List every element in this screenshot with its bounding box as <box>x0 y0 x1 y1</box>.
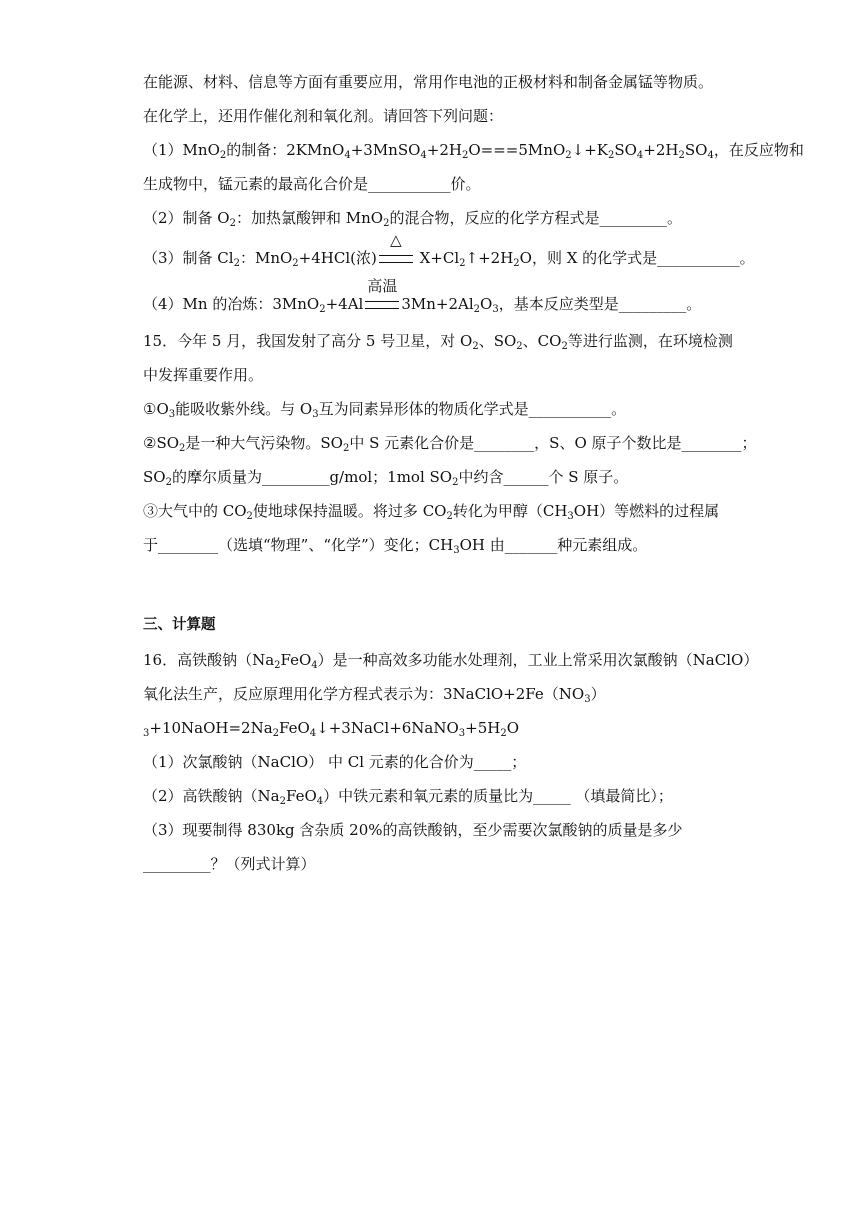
q14-part2: （2）制备 $O_2$：加热氯酸钾和 MnO$_2$的混合物，反应的化学方程式是_________。 <box>143 209 682 229</box>
q16-line1: 16．高铁酸钠$(Na_2FeO_4)$是一种高效多功能水处理剂，工业上常采用次氯酸钠（NaClO） <box>143 651 759 671</box>
q14-part4: （4）Mn 的冶炼：3MnO$_2$+4Al 高温 $3Mn+2Al_2O_3$，基本反应类型是_________。 <box>143 277 702 315</box>
q14-part1-line1: （1）MnO$_2$的制备：$2KMnO_4+3MnSO_4+2H_2O===5MnO_2↓+K_2SO_4+2H_2SO_4$，在反应物和 <box>143 141 804 161</box>
section-title: 三、计算题 <box>143 617 216 633</box>
q15-line7: 于________（选填“物理”、“化学”）变化；$CH_3OH$ 由_______种元素组成。 <box>143 536 648 556</box>
q15-line3: $①O_3$能吸收紫外线。与 $O_3$互为同素异形体的物质化学式是___________。 <box>143 400 627 420</box>
q14-part3: （3）制备 $Cl_2$：MnO$_2$+4HCl(浓) △ $X+Cl_2↑+2H_2O$，则 X 的化学式是___________。 <box>143 231 755 269</box>
q15-line5: $SO_2$的摩尔质量为_________g/mol；1mol $SO_2$中约含______个 S 原子。 <box>143 468 629 488</box>
q16-part2: （2）高铁酸钠$(Na_2FeO_4)$中铁元素和氧元素的质量比为_____ （填最简比）； <box>143 787 673 807</box>
q16-part3-line2: _________？（列式计算） <box>143 855 316 873</box>
q14-part1-line2: 生成物中，锰元素的最高化合价是___________价。 <box>143 175 481 193</box>
q16-line3: $_3+10NaOH=2Na_2FeO_4↓+3NaCl+6NaNO_3+5H_2O$ <box>143 719 520 739</box>
q15-line2: 中发挥重要作用。 <box>143 366 264 384</box>
intro-line-2: 在化学上，还用作催化剂和氧化剂。请回答下列问题： <box>143 107 504 125</box>
q15-line6: ③大气中的 $CO_2$使地球保持温暖。将过多 $CO_2$转化为甲醇$(CH_3OH)$等燃料的过程属 <box>143 502 720 522</box>
intro-line-1: 在能源、材料、信息等方面有重要应用，常用作电池的正极材料和制备金属锰等物质。 <box>143 73 714 91</box>
heat-condition: △ <box>377 248 415 268</box>
high-temp-condition: 高温 <box>363 294 401 314</box>
q16-part1: （1）次氯酸钠（NaClO） 中 Cl 元素的化合价为_____； <box>143 753 527 771</box>
q16-part3-line1: （3）现要制得 830kg 含杂质 20%的高铁酸钠，至少需要次氯酸钠的质量是多少 <box>143 821 683 839</box>
q15-line1: 15．今年 5 月，我国发射了高分 5 号卫星，对 $O_2$、$SO_2$、$CO_2$等进行监测，在环境检测 <box>143 332 733 352</box>
q16-line2: 氧化法生产，反应原理用化学方程式表示为：$3NaClO+2Fe(NO_3)$ <box>143 685 606 705</box>
q15-line4: $②SO_2$是一种大气污染物。$SO_2$中 S 元素化合价是________，S、O 原子个数比是________； <box>143 434 757 454</box>
